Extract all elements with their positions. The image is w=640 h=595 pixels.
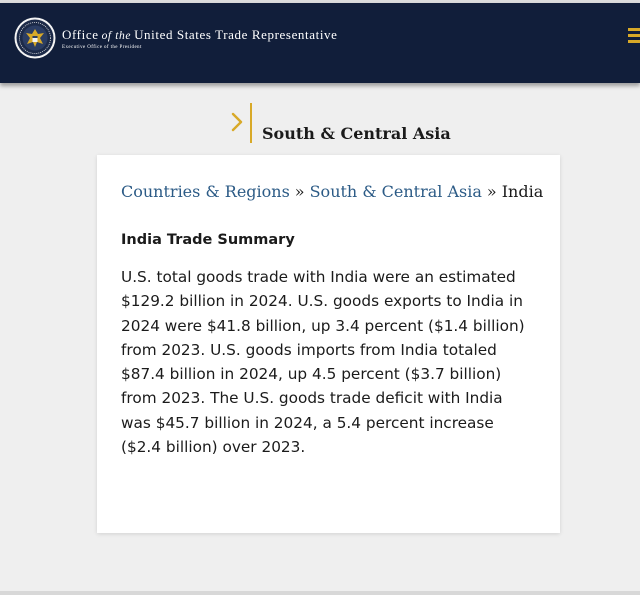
chevron-right-icon [226, 107, 248, 137]
breadcrumb-link-countries-regions[interactable]: Countries & Regions [121, 182, 290, 201]
breadcrumb-separator: » [294, 182, 305, 201]
breadcrumb [121, 182, 543, 201]
presidential-seal-icon[interactable] [14, 17, 56, 59]
brand-title [62, 27, 338, 43]
content-card [97, 155, 560, 533]
summary-title: India Trade Summary [121, 232, 295, 248]
section-heading [226, 103, 451, 143]
breadcrumb-link-south-central-asia[interactable]: South & Central Asia [309, 182, 482, 201]
breadcrumb-separator: » [486, 182, 497, 201]
brand-subtitle: Executive Office of the President [62, 45, 142, 50]
brand-org-name: United States Trade Representative [134, 27, 338, 42]
section-title: South & Central Asia [262, 124, 451, 143]
site-header [0, 3, 640, 83]
summary-body: U.S. total goods trade with India were an estimated $129.2 billion in 2024. U.S. goods exports to India in 2024 were $41.8 billion, up 3.4 percent ($1.4 billion) from 2023. U.S. goods imports from India totaled $87.4 billion in 2024, up 4.5 percent ($3.7 billion) from 2023. The U.S. goods trade deficit with India was $45.7 billion in 2024, a 5.4 percent increase ($2.4 billion) over 2023. [121, 268, 525, 457]
brand-of-the: of the [101, 30, 132, 42]
breadcrumb-current-india: India [501, 182, 544, 201]
bottom-edge-strip [0, 591, 640, 595]
brand-office-word: Office [62, 27, 99, 42]
hamburger-menu-icon[interactable] [628, 28, 640, 44]
section-divider-bar [250, 103, 252, 143]
site-brand[interactable] [62, 27, 338, 50]
